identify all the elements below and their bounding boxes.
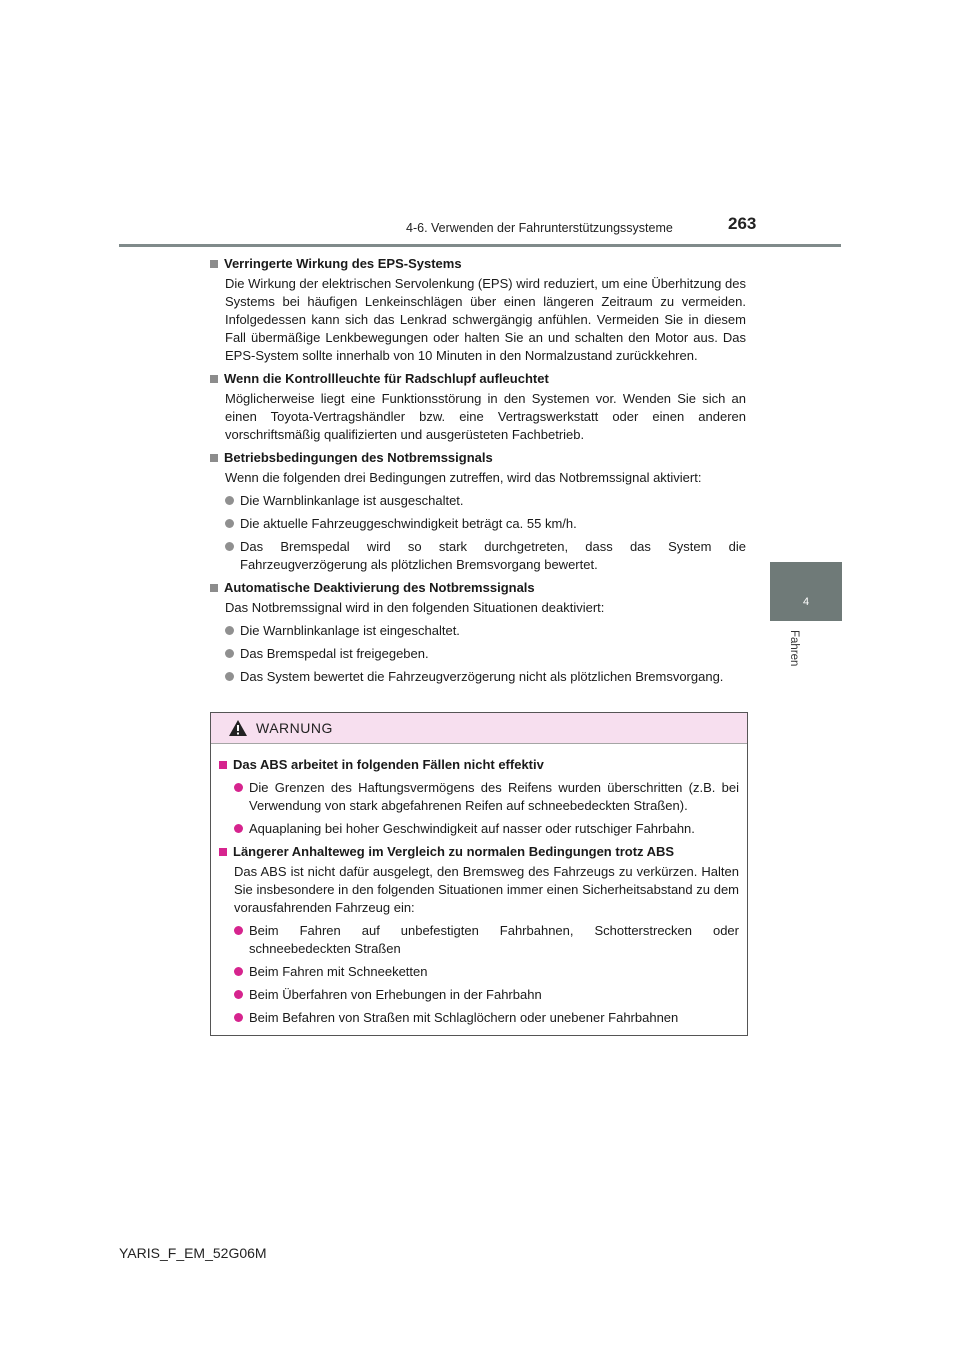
- list-item: Beim Fahren auf unbefestigten Fahrbahnen, Schotterstrecken oder schneebedeckten Straßen: [234, 922, 739, 958]
- bullet-dot-icon: [234, 1013, 243, 1022]
- list-item: Die Grenzen des Haftungsvermögens des Reifens wurden überschritten (z.B. bei Verwendung von stark abgefahrenen Reifen auf schneebedeckten Straßen).: [234, 779, 739, 815]
- bullet-dot-icon: [234, 824, 243, 833]
- bullet-dot-icon: [225, 672, 234, 681]
- list-item: Aquaplaning bei hoher Geschwindigkeit auf nasser oder rutschiger Fahrbahn.: [234, 820, 739, 838]
- warning-section-stopping-distance: [219, 843, 739, 1027]
- page-number: 263: [728, 214, 757, 233]
- warning-section-abs-ineffective: [219, 756, 739, 838]
- square-bullet-icon: [219, 848, 227, 856]
- bullet-dot-icon: [225, 519, 234, 528]
- bullet-dot-icon: [234, 967, 243, 976]
- section-text: Das Notbremssignal wird in den folgenden Situationen deaktiviert:: [225, 600, 605, 615]
- section-eps: [210, 255, 746, 365]
- square-bullet-icon: [219, 761, 227, 769]
- list-item: Die Warnblinkanlage ist ausgeschaltet.: [225, 492, 746, 510]
- chapter-tab: 4: [770, 562, 842, 621]
- list-item: Das Bremspedal wird so stark durchgetreten, dass das System die Fahrzeugverzögerung als plötzlichen Bremsvorgang bewertet.: [225, 538, 746, 574]
- main-content: [210, 255, 746, 691]
- footer-doc-code: YARIS_F_EM_52G06M: [119, 1245, 267, 1261]
- warning-box: [210, 712, 748, 1036]
- list-item: Beim Überfahren von Erhebungen in der Fahrbahn: [234, 986, 739, 1004]
- bullet-dot-icon: [234, 783, 243, 792]
- bullet-dot-icon: [225, 496, 234, 505]
- section-title: Betriebsbedingungen des Notbremssignals: [224, 450, 493, 465]
- warning-title: WARNUNG: [256, 720, 333, 736]
- section-slip-indicator: [210, 370, 746, 444]
- square-bullet-icon: [210, 454, 218, 462]
- bullet-dot-icon: [234, 990, 243, 999]
- section-text: Das ABS ist nicht dafür ausgelegt, den Bremsweg des Fahrzeugs zu verkürzen. Halten Sie insbesondere in den folgenden Situationen immer einen Sicherheitsabstand zu dem vorausfahrenden Fahrzeug ein:: [234, 864, 739, 915]
- list-item: Die Warnblinkanlage ist eingeschaltet.: [225, 622, 746, 640]
- square-bullet-icon: [210, 260, 218, 268]
- list-item: Das System bewertet die Fahrzeugverzögerung nicht als plötzlichen Bremsvorgang.: [225, 668, 746, 686]
- warning-body: [211, 744, 747, 1027]
- bullet-dot-icon: [225, 542, 234, 551]
- bullet-dot-icon: [225, 626, 234, 635]
- section-title: Automatische Deaktivierung des Notbremssignals: [224, 580, 535, 595]
- chapter-label: [786, 630, 800, 674]
- section-emergency-signal-deactivation: [210, 579, 746, 686]
- warning-header: [211, 713, 747, 744]
- bullet-dot-icon: [225, 649, 234, 658]
- bullet-dot-icon: [234, 926, 243, 935]
- header-section-title: 4-6. Verwenden der Fahrunterstützungssysteme: [406, 221, 673, 235]
- square-bullet-icon: [210, 584, 218, 592]
- section-title: Längerer Anhalteweg im Vergleich zu normalen Bedingungen trotz ABS: [233, 844, 675, 859]
- section-text: Möglicherweise liegt eine Funktionsstörung in den Systemen vor. Wenden Sie sich an einen Toyota-Vertragshändler bzw. eine Vertragswerkstatt oder einen anderen vorschriftsmäßig qualifizierten und ausgerüsteten Fachbetrieb.: [225, 391, 746, 442]
- list-item: Das Bremspedal ist freigegeben.: [225, 645, 746, 663]
- section-text: Wenn die folgenden drei Bedingungen zutreffen, wird das Notbremssignal aktiviert:: [225, 470, 702, 485]
- header-rule: [119, 244, 841, 247]
- section-title: Wenn die Kontrollleuchte für Radschlupf aufleuchtet: [224, 371, 549, 386]
- section-emergency-signal-conditions: [210, 449, 746, 574]
- list-item: Die aktuelle Fahrzeuggeschwindigkeit beträgt ca. 55 km/h.: [225, 515, 746, 533]
- list-item: Beim Befahren von Straßen mit Schlaglöchern oder unebener Fahrbahnen: [234, 1009, 739, 1027]
- chapter-label-text: Fahren: [788, 630, 800, 667]
- square-bullet-icon: [210, 375, 218, 383]
- section-title: Das ABS arbeitet in folgenden Fällen nicht effektiv: [233, 757, 544, 772]
- section-text: Die Wirkung der elektrischen Servolenkung (EPS) wird reduziert, um eine Überhitzung des Systems bei häufigen Lenkeinschlägen über einen längeren Zeitraum zu vermeiden. Infolgedessen kann sich das Lenkrad schwergängig anfühlen. Vermeiden Sie in diesem Fall übermäßige Lenkbewegungen oder halten Sie an und schalten den Motor aus. Das EPS-System sollte innerhalb von 10 Minuten in den Normalzustand zurückkehren.: [225, 276, 746, 363]
- list-item: Beim Fahren mit Schneeketten: [234, 963, 739, 981]
- warning-triangle-icon: [228, 719, 248, 737]
- section-title: Verringerte Wirkung des EPS-Systems: [224, 256, 462, 271]
